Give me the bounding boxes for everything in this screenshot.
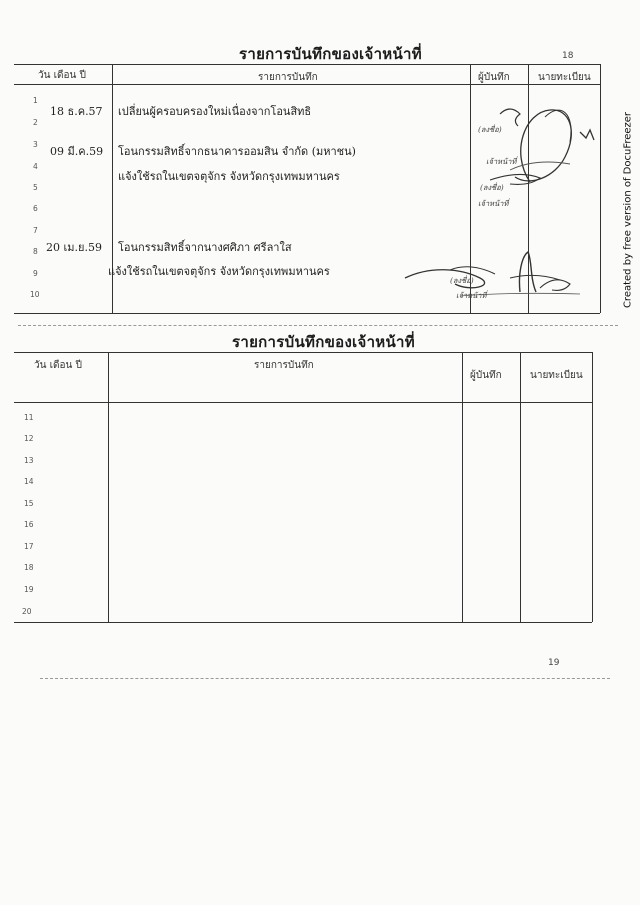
entry-text: แจ้งใช้รถในเขตจตุจักร จังหวัดกรุงเทพมหานคร — [108, 265, 330, 278]
signature-stamp-text: เจ้าหน้าที่ — [478, 199, 509, 208]
bottom-header-entry: รายการบันทึก — [254, 360, 314, 371]
handwritten-signature-icon — [400, 248, 590, 304]
top-header-entry: รายการบันทึก — [258, 72, 318, 83]
top-row-number: 4 — [33, 162, 38, 171]
bottom-row-number: 18 — [24, 563, 34, 572]
entry-date: 18 ธ.ค.57 — [50, 105, 103, 118]
bottom-table-col-divider — [108, 352, 109, 622]
handwritten-signature-icon — [470, 92, 600, 212]
signature-stamp-text: (ลงชื่อ) — [480, 183, 504, 192]
docufreezer-watermark: Created by free version of DocuFreezer — [622, 111, 634, 309]
signature-stamp-text: เจ้าหน้าที่ — [486, 157, 517, 166]
bottom-header-date: วัน เดือน ปี — [34, 360, 82, 371]
bottom-table-border-top — [14, 352, 592, 353]
bottom-table-col-divider — [462, 352, 463, 622]
top-row-number: 10 — [30, 290, 40, 299]
bottom-row-number: 19 — [24, 585, 34, 594]
scan-noise — [18, 325, 618, 326]
bottom-row-number: 20 — [22, 607, 32, 616]
top-row-number: 7 — [33, 226, 38, 235]
top-header-date: วัน เดือน ปี — [38, 70, 86, 81]
top-header-recorder: ผู้บันทึก — [478, 72, 510, 83]
bottom-header-registrar: นายทะเบียน — [530, 370, 583, 381]
signature-stamp-text: (ลงชื่อ) — [478, 125, 502, 134]
entry-date: 09 มี.ค.59 — [50, 145, 104, 158]
top-row-number: 6 — [33, 204, 38, 213]
top-row-number: 8 — [33, 247, 38, 256]
top-table-border-top — [14, 64, 600, 65]
bottom-table-border-bottom — [14, 622, 592, 623]
top-row-number: 9 — [33, 269, 38, 278]
bottom-table-header-rule — [14, 402, 592, 403]
entry-text: โอนกรรมสิทธิ์จากธนาคารออมสิน จำกัด (มหาชน) — [118, 145, 356, 158]
bottom-row-number: 15 — [24, 499, 34, 508]
bottom-section-title: รายการบันทึกของเจ้าหน้าที่ — [232, 333, 415, 351]
bottom-row-number: 14 — [24, 477, 34, 486]
bottom-row-number: 11 — [24, 413, 34, 422]
signature-stamp-text: เจ้าหน้าที่ — [456, 291, 487, 300]
top-page-number: 18 — [562, 51, 574, 61]
bottom-page-number: 19 — [548, 658, 560, 668]
signature-stamp-text: (ลงชื่อ) — [450, 276, 474, 285]
entry-date: 20 เม.ย.59 — [46, 241, 102, 254]
bottom-row-number: 12 — [24, 434, 34, 443]
top-row-number: 1 — [33, 96, 38, 105]
entry-text: แจ้งใช้รถในเขตจตุจักร จังหวัดกรุงเทพมหานคร — [118, 170, 340, 183]
bottom-row-number: 17 — [24, 542, 34, 551]
entry-text: โอนกรรมสิทธิ์จากนางศศิภา ศรีลาใส — [118, 241, 292, 254]
scan-noise — [40, 678, 610, 679]
top-row-number: 2 — [33, 118, 38, 127]
top-row-number: 3 — [33, 140, 38, 149]
bottom-table-col-divider — [520, 352, 521, 622]
bottom-row-number: 16 — [24, 520, 34, 529]
bottom-row-number: 13 — [24, 456, 34, 465]
top-table-col-divider — [600, 64, 601, 313]
entry-text: เปลี่ยนผู้ครอบครองใหม่เนื่องจากโอนสิทธิ — [118, 105, 312, 118]
top-section-title: รายการบันทึกของเจ้าหน้าที่ — [239, 45, 422, 63]
top-table-border-bottom — [14, 313, 600, 314]
top-header-registrar: นายทะเบียน — [538, 72, 591, 83]
bottom-header-recorder: ผู้บันทึก — [470, 370, 502, 381]
top-row-number: 5 — [33, 183, 38, 192]
bottom-table-col-divider — [592, 352, 593, 622]
